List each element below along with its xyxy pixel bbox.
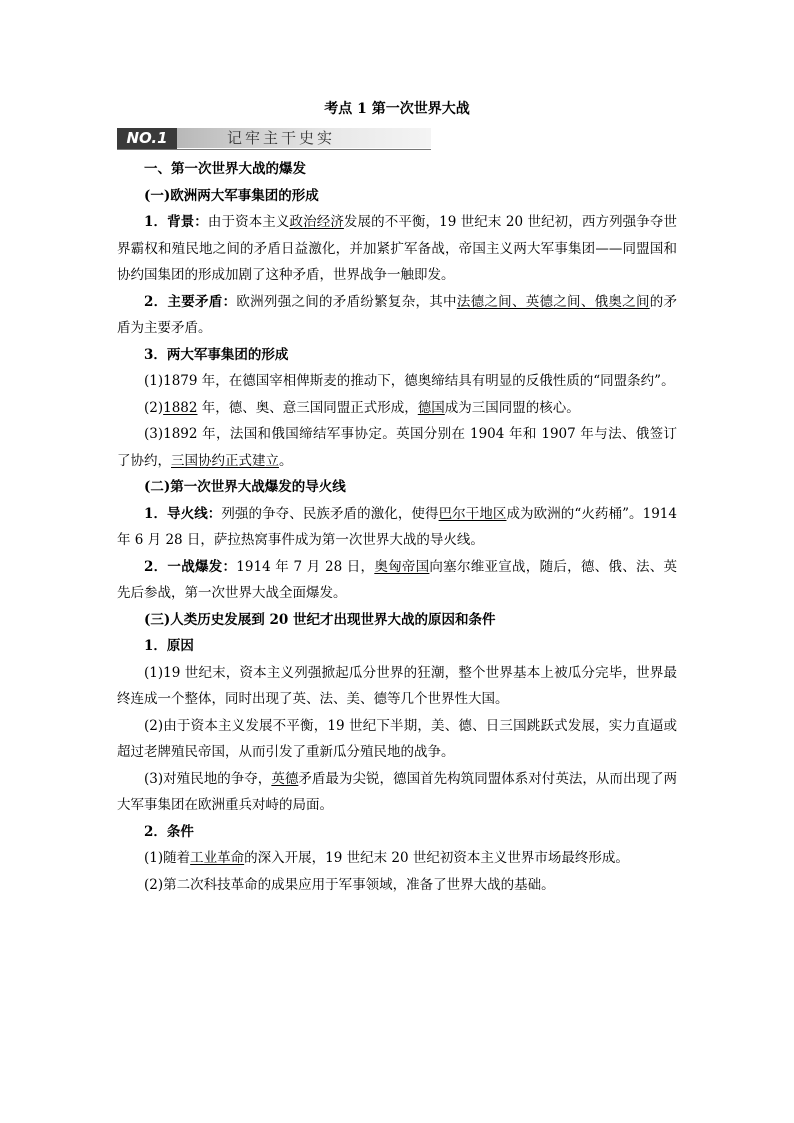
paragraph-label: 1．背景： — [144, 214, 208, 230]
underlined-text: 工业革命 — [190, 850, 245, 866]
subsection-heading: (二)第一次世界大战爆发的导火线 — [144, 479, 346, 495]
underlined-text: 政治经济 — [289, 214, 344, 230]
paragraph — [117, 501, 677, 554]
text: 1914 年 7 月 28 日， — [236, 558, 375, 575]
text: 欧洲列强之间的矛盾纷繁复杂，其中 — [236, 293, 457, 310]
item-heading: 2．条件 — [144, 823, 194, 840]
text: 成为欧洲的“火药桶”。1914 年 6 月 28 日，萨拉热窝事件成为第一次世界大战的导火线。 — [117, 505, 677, 548]
page-title: 考点 1 第一次世界大战 — [324, 101, 470, 117]
text: (3)1892 年，法国和俄国缔结军事协定。英国分别在 1904 年和 1907 年与法、俄签订了协约， — [117, 426, 677, 469]
paragraph-label: 1．导火线： — [144, 505, 222, 522]
document-body — [117, 156, 677, 898]
paragraph: (1)1879 年，在德国宰相俾斯麦的推动下，德奥缔结具有明显的反俄性质的“同盟条约”。 — [144, 373, 675, 389]
paragraph: (2)由于资本主义发展不平衡，19 世纪下半期，美、德、日三国跳跃式发展，实力直逼或超过老牌殖民帝国，从而引发了重新瓜分殖民地的战争。 — [117, 717, 677, 760]
banner-badge: NO.1 — [117, 128, 177, 149]
text: 成为三国同盟的核心。 — [444, 399, 580, 416]
underlined-text: 奥匈帝国 — [374, 558, 430, 575]
paragraph-label: 2．主要矛盾： — [144, 293, 237, 310]
section-banner — [117, 128, 431, 150]
underlined-text: 1882 — [163, 399, 198, 416]
item-heading: 1．原因 — [144, 638, 194, 654]
paragraph — [117, 395, 677, 422]
text: (3)对殖民地的争夺， — [144, 770, 272, 787]
paragraph — [117, 554, 677, 607]
underlined-text: 三国协约正式建立 — [171, 452, 279, 469]
text: 由于资本主义 — [207, 214, 290, 230]
text: 的深入开展，19 世纪末 20 世纪初资本主义世界市场最终形成。 — [244, 850, 629, 866]
section-heading: 一、第一次世界大战的爆发 — [144, 161, 306, 177]
underlined-text: 德国 — [417, 399, 445, 416]
item-heading: 3．两大军事集团的形成 — [144, 346, 289, 363]
paragraph — [117, 421, 677, 474]
text: 向塞尔维亚宣战，随后，德、俄、法、英先后参战，第一次世界大战全面爆发。 — [117, 558, 678, 601]
underlined-text: 法德之间、英德之间、俄奥之间 — [456, 293, 650, 310]
subsection-heading: (三)人类历史发展到 20 世纪才出现世界大战的原因和条件 — [144, 611, 496, 628]
text: 。 — [279, 452, 293, 469]
text: 的矛盾为主要矛盾。 — [117, 293, 678, 336]
subsection-heading: (一)欧洲两大军事集团的形成 — [144, 187, 319, 204]
paragraph — [117, 289, 677, 342]
text: (2) — [144, 399, 164, 416]
paragraph-label: 2．一战爆发： — [144, 558, 237, 575]
text: 年，德、奥、意三国同盟正式形成， — [197, 399, 418, 416]
text: 矛盾最为尖锐，德国首先构筑同盟体系对付英法，从而出现了两大军事集团在欧洲重兵对峙的局面。 — [117, 770, 678, 813]
paragraph — [117, 209, 677, 289]
underlined-text: 巴尔干地区 — [438, 505, 507, 522]
banner-text: 记牢主干史实 — [227, 129, 336, 147]
text: (1)随着 — [144, 850, 191, 866]
text: 发展的不平衡，19 世纪末 20 世纪初，西方列强争夺世界霸权和殖民地之间的矛盾日益激化，并加紧扩军备战，帝国主义两大军事集团——同盟国和协约国集团的形成加剧了这种矛盾，世界战争一触即发。 — [117, 214, 677, 283]
paragraph — [117, 845, 677, 872]
banner-underline — [117, 149, 431, 150]
text: 列强的争夺、民族矛盾的激化，使得 — [221, 505, 439, 522]
underlined-text: 英德 — [271, 770, 299, 787]
paragraph: (1)19 世纪末，资本主义列强掀起瓜分世界的狂潮，整个世界基本上被瓜分完毕，世界最终连成一个整体，同时出现了英、法、美、德等几个世界性大国。 — [117, 664, 677, 707]
paragraph — [117, 766, 677, 819]
paragraph: (2)第二次科技革命的成果应用于军事领域，准备了世界大战的基础。 — [144, 876, 555, 893]
